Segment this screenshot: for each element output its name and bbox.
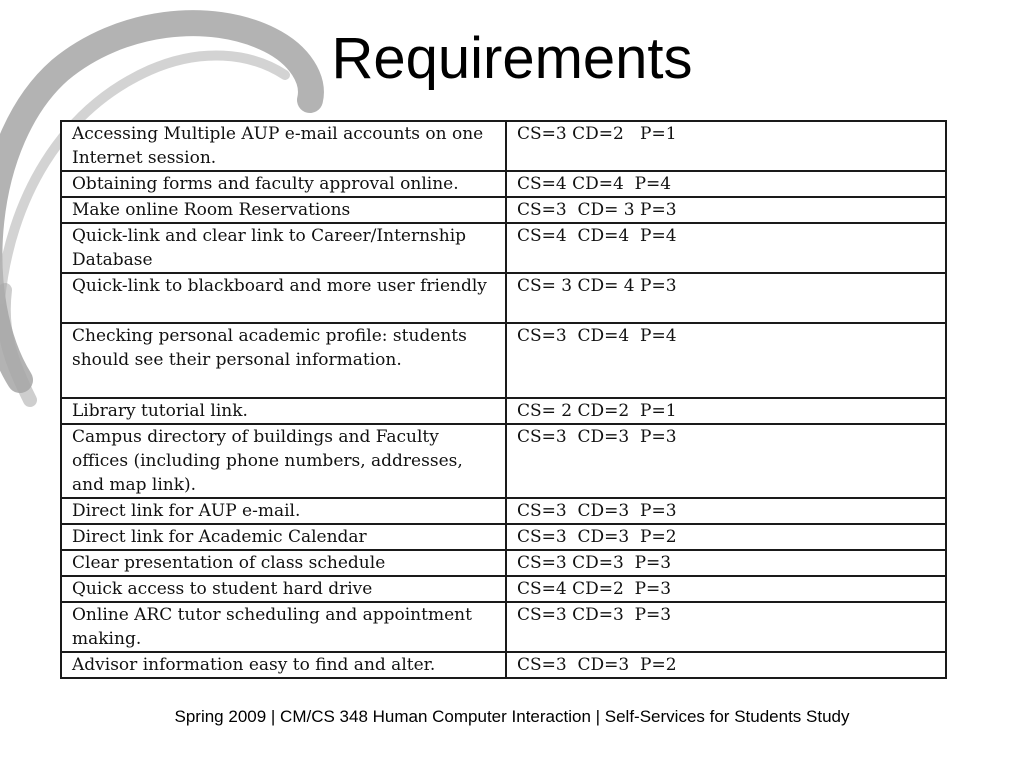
table-row [61,398,946,424]
requirement-cell: Online ARC tutor scheduling and appointment making. [61,602,506,652]
table-row [61,171,946,197]
rating-cell: CS=3 CD=2 P=1 [506,121,946,171]
requirement-cell: Library tutorial link. [61,398,506,424]
rating-cell: CS=3 CD=3 P=3 [506,424,946,498]
table-row [61,197,946,223]
rating-cell: CS= 3 CD= 4 P=3 [506,273,946,323]
requirement-cell: Direct link for Academic Calendar [61,524,506,550]
requirement-cell: Accessing Multiple AUP e-mail accounts on one Internet session. [61,121,506,171]
rating-cell: CS=3 CD=4 P=4 [506,323,946,398]
requirement-cell: Campus directory of buildings and Faculty offices (including phone numbers, addresses, and map link). [61,424,506,498]
requirement-cell: Quick access to student hard drive [61,576,506,602]
table-row [61,223,946,273]
rating-cell: CS=3 CD= 3 P=3 [506,197,946,223]
table-row [61,550,946,576]
rating-cell: CS= 2 CD=2 P=1 [506,398,946,424]
requirement-cell: Direct link for AUP e-mail. [61,498,506,524]
rating-cell: CS=3 CD=3 P=2 [506,524,946,550]
rating-cell: CS=3 CD=3 P=3 [506,550,946,576]
requirement-cell: Obtaining forms and faculty approval online. [61,171,506,197]
requirement-cell: Advisor information easy to find and alter. [61,652,506,678]
requirements-table [60,120,947,679]
table-row [61,498,946,524]
requirement-cell: Checking personal academic profile: students should see their personal information. [61,323,506,398]
requirement-cell: Make online Room Reservations [61,197,506,223]
rating-cell: CS=3 CD=3 P=3 [506,498,946,524]
rating-cell: CS=4 CD=2 P=3 [506,576,946,602]
rating-cell: CS=3 CD=3 P=2 [506,652,946,678]
table-row [61,576,946,602]
table-row [61,652,946,678]
slide-footer: Spring 2009 | CM/CS 348 Human Computer Interaction | Self-Services for Students Study [174,707,850,726]
slide-title: Requirements [331,26,693,91]
table-row [61,424,946,498]
table-row [61,273,946,323]
table-row [61,524,946,550]
table-row [61,121,946,171]
requirement-cell: Quick-link and clear link to Career/Internship Database [61,223,506,273]
requirement-cell: Quick-link to blackboard and more user friendly [61,273,506,323]
rating-cell: CS=4 CD=4 P=4 [506,223,946,273]
table-row [61,602,946,652]
requirement-cell: Clear presentation of class schedule [61,550,506,576]
table-row [61,323,946,398]
rating-cell: CS=4 CD=4 P=4 [506,171,946,197]
rating-cell: CS=3 CD=3 P=3 [506,602,946,652]
